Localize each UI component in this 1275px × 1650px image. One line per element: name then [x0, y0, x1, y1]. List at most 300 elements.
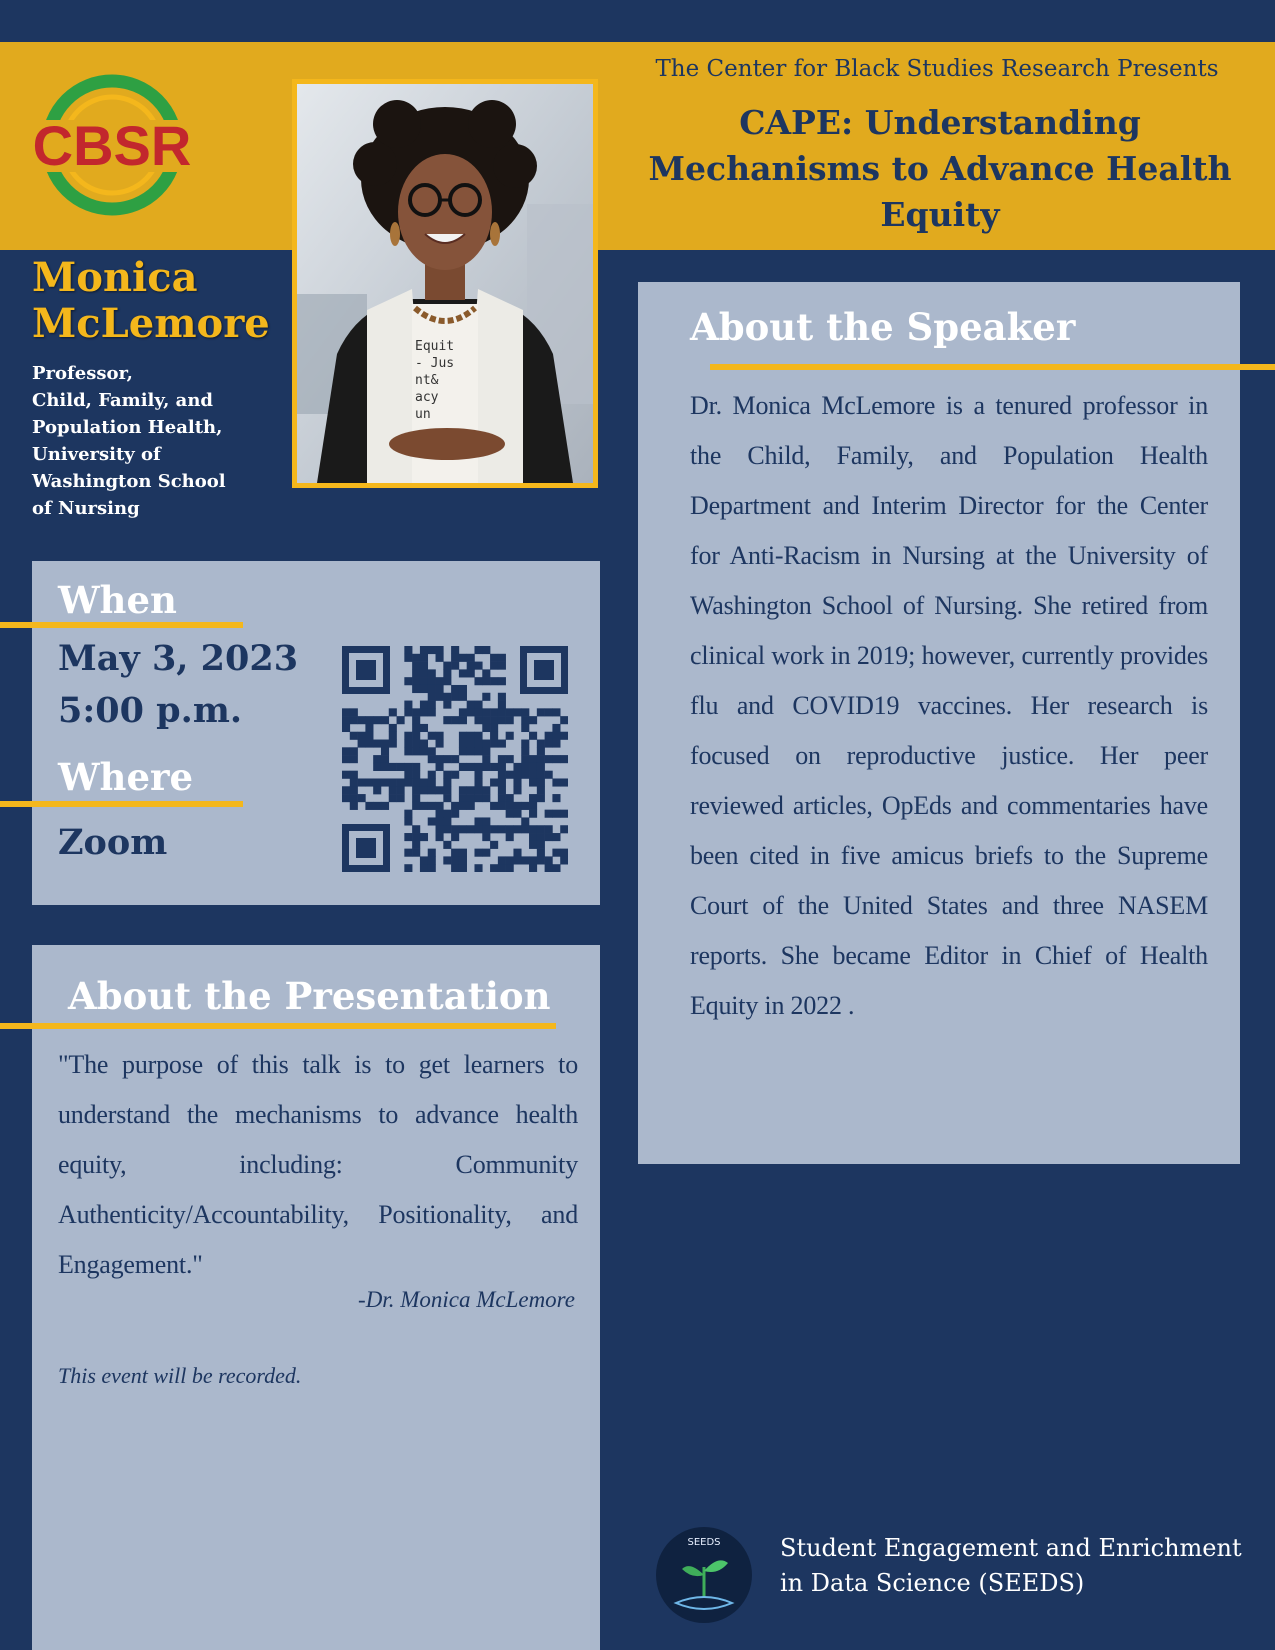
- qr-module: [451, 755, 459, 763]
- qr-module: [381, 747, 389, 755]
- qr-module: [537, 755, 545, 763]
- qr-module: [482, 849, 490, 857]
- qr-module: [404, 677, 412, 685]
- qr-module: [404, 708, 412, 716]
- qr-module: [459, 802, 467, 810]
- qr-module: [412, 849, 420, 857]
- qr-module: [412, 685, 420, 693]
- qr-module: [537, 825, 545, 833]
- qr-module: [545, 732, 553, 740]
- event-location: Zoom: [58, 822, 168, 863]
- qr-module: [474, 849, 482, 857]
- qr-module: [545, 833, 553, 841]
- qr-module: [552, 794, 560, 802]
- qr-module: [350, 786, 358, 794]
- presentation-heading: About the Presentation: [68, 974, 551, 1018]
- qr-module: [412, 724, 420, 732]
- qr-module: [436, 810, 444, 818]
- qr-module: [412, 662, 420, 670]
- cbsr-logo: [22, 70, 202, 220]
- qr-module: [513, 825, 521, 833]
- qr-module: [552, 755, 560, 763]
- qr-module: [474, 740, 482, 748]
- qr-module: [358, 740, 366, 748]
- qr-module: [428, 778, 436, 786]
- qr-module: [412, 747, 420, 755]
- qr-module: [342, 771, 350, 779]
- qr-module: [389, 724, 397, 732]
- qr-module: [436, 685, 444, 693]
- speaker-bio: Dr. Monica McLemore is a tenured professor in the Child, Family, and Population Health Department and Interim Director for the Center for Anti-Racism in Nursing at the University of Washington School of Nursing. She retired from clinical work in 2019; however, currently provides flu and COVID19 vaccines. Her research is focused on reproductive justice. Her peer reviewed articles, OpEds and commentaries have been cited in five amicus briefs to the Supreme Court of the United States and three NASEM reports. She became Editor in Chief of Health Equity in 2022 .: [690, 391, 1208, 1020]
- qr-module: [451, 716, 459, 724]
- qr-module: [451, 810, 459, 818]
- qr-module: [482, 833, 490, 841]
- qr-module: [451, 685, 459, 693]
- qr-module: [397, 763, 405, 771]
- qr-module: [474, 763, 482, 771]
- qr-module: [498, 693, 506, 701]
- qr-module: [506, 802, 514, 810]
- qr-module: [490, 802, 498, 810]
- qr-module: [420, 685, 428, 693]
- qr-module: [545, 864, 553, 872]
- qr-module: [436, 646, 444, 654]
- qr-module: [521, 763, 529, 771]
- qr-module: [451, 771, 459, 779]
- qr-module: [513, 708, 521, 716]
- qr-module: [412, 786, 420, 794]
- qr-module: [506, 708, 514, 716]
- qr-module: [443, 677, 451, 685]
- qr-module: [365, 716, 373, 724]
- qr-module: [498, 763, 506, 771]
- qr-module: [381, 802, 389, 810]
- qr-module: [404, 740, 412, 748]
- qr-module: [459, 732, 467, 740]
- qr-module: [506, 732, 514, 740]
- qr-module: [498, 662, 506, 670]
- qr-module: [404, 810, 412, 818]
- qr-module: [537, 778, 545, 786]
- qr-module: [474, 708, 482, 716]
- qr-module: [443, 771, 451, 779]
- qr-module: [420, 740, 428, 748]
- qr-module: [521, 856, 529, 864]
- qr-module: [459, 849, 467, 857]
- qr-module: [420, 646, 428, 654]
- qr-module: [498, 856, 506, 864]
- qr-module: [443, 825, 451, 833]
- qr-module: [506, 856, 514, 864]
- qr-module: [498, 778, 506, 786]
- seeds-logo: [654, 1525, 754, 1625]
- qr-module: [474, 786, 482, 794]
- qr-module: [443, 669, 451, 677]
- qr-module: [443, 662, 451, 670]
- speaker-photo: [297, 84, 593, 483]
- qr-module: [381, 740, 389, 748]
- qr-module: [412, 825, 420, 833]
- qr-code[interactable]: [342, 646, 568, 872]
- qr-module: [428, 849, 436, 857]
- qr-module: [474, 747, 482, 755]
- qr-module: [529, 825, 537, 833]
- qr-module: [443, 778, 451, 786]
- qr-module: [436, 732, 444, 740]
- qr-module: [482, 708, 490, 716]
- qr-module: [467, 825, 475, 833]
- qr-module: [482, 825, 490, 833]
- qr-module: [381, 716, 389, 724]
- qr-module: [474, 646, 482, 654]
- qr-module: [506, 864, 514, 872]
- qr-module: [428, 693, 436, 701]
- qr-module: [467, 662, 475, 670]
- qr-module: [420, 833, 428, 841]
- qr-module: [412, 716, 420, 724]
- qr-module: [529, 732, 537, 740]
- qr-module: [428, 701, 436, 709]
- qr-module: [529, 755, 537, 763]
- qr-module: [529, 778, 537, 786]
- qr-module: [545, 856, 553, 864]
- qr-module: [459, 856, 467, 864]
- qr-module: [443, 716, 451, 724]
- qr-module: [342, 786, 350, 794]
- qr-module: [482, 786, 490, 794]
- qr-module: [365, 740, 373, 748]
- qr-module: [545, 755, 553, 763]
- qr-module: [529, 771, 537, 779]
- qr-module: [428, 802, 436, 810]
- qr-module: [490, 677, 498, 685]
- qr-module: [552, 833, 560, 841]
- qr-module: [428, 786, 436, 794]
- qr-module: [529, 716, 537, 724]
- qr-module: [521, 724, 529, 732]
- qr-module: [342, 794, 350, 802]
- qr-module: [498, 771, 506, 779]
- qr-module: [420, 778, 428, 786]
- qr-module: [513, 802, 521, 810]
- qr-module: [404, 747, 412, 755]
- qr-module: [397, 786, 405, 794]
- qr-module: [482, 763, 490, 771]
- qr-module: [342, 724, 350, 732]
- qr-module: [529, 794, 537, 802]
- qr-module: [521, 817, 529, 825]
- qr-module: [404, 817, 412, 825]
- qr-module: [552, 864, 560, 872]
- qr-module: [474, 794, 482, 802]
- qr-module: [545, 825, 553, 833]
- qr-module: [490, 732, 498, 740]
- qr-module: [545, 771, 553, 779]
- qr-module: [506, 771, 514, 779]
- qr-module: [498, 701, 506, 709]
- qr-module: [389, 740, 397, 748]
- qr-module: [537, 747, 545, 755]
- presentation-quote: "The purpose of this talk is to get learners to understand the mechanisms to advance health equity, including: Community Authenticity/Accountability, Positionality, and Engagement.": [58, 1050, 578, 1279]
- qr-module: [529, 864, 537, 872]
- qr-module: [404, 732, 412, 740]
- qr-module: [428, 646, 436, 654]
- qr-module: [490, 763, 498, 771]
- qr-module: [545, 740, 553, 748]
- qr-module: [420, 802, 428, 810]
- qr-module: [552, 708, 560, 716]
- qr-module: [436, 833, 444, 841]
- qr-module: [404, 864, 412, 872]
- speaker-role: Professor, Child, Family, and Population Health, University of Washington School of Nursing: [32, 363, 226, 519]
- qr-module: [342, 708, 350, 716]
- about-speaker-underline: [710, 364, 1275, 370]
- qr-module: [443, 701, 451, 709]
- qr-module: [482, 646, 490, 654]
- qr-module: [373, 802, 381, 810]
- qr-module: [560, 778, 568, 786]
- qr-module: [420, 677, 428, 685]
- qr-module: [428, 747, 436, 755]
- qr-module: [451, 802, 459, 810]
- shirt-text: Equit - Jus nt& acy un: [415, 339, 455, 422]
- qr-module: [420, 669, 428, 677]
- qr-module: [459, 786, 467, 794]
- qr-module: [513, 849, 521, 857]
- qr-module: [537, 794, 545, 802]
- event-date: May 3, 2023: [58, 638, 299, 679]
- qr-module: [467, 763, 475, 771]
- qr-module: [420, 864, 428, 872]
- qr-module: [498, 740, 506, 748]
- qr-module: [467, 802, 475, 810]
- qr-module: [521, 740, 529, 748]
- qr-module: [498, 802, 506, 810]
- qr-module: [506, 794, 514, 802]
- qr-module: [389, 786, 397, 794]
- qr-module: [521, 747, 529, 755]
- qr-module: [358, 716, 366, 724]
- qr-module: [560, 825, 568, 833]
- qr-module: [451, 662, 459, 670]
- qr-module: [373, 716, 381, 724]
- qr-module: [420, 724, 428, 732]
- qr-module: [459, 763, 467, 771]
- qr-module: [404, 778, 412, 786]
- qr-module: [482, 724, 490, 732]
- when-label: When: [58, 578, 177, 622]
- qr-module: [506, 825, 514, 833]
- qr-module: [459, 740, 467, 748]
- qr-module: [459, 708, 467, 716]
- qr-module: [412, 794, 420, 802]
- qr-module: [482, 817, 490, 825]
- qr-module: [350, 732, 358, 740]
- qr-module: [404, 763, 412, 771]
- qr-module: [513, 763, 521, 771]
- qr-module: [373, 778, 381, 786]
- qr-module: [552, 849, 560, 857]
- seeds-org-name: Student Engagement and Enrichment in Data Science (SEEDS): [780, 1534, 1242, 1597]
- qr-module: [560, 810, 568, 818]
- qr-module: [436, 755, 444, 763]
- qr-module: [552, 740, 560, 748]
- qr-module: [428, 771, 436, 779]
- qr-module: [474, 732, 482, 740]
- speaker-name: Monica McLemore: [32, 254, 270, 347]
- qr-module: [498, 794, 506, 802]
- qr-module: [521, 716, 529, 724]
- qr-module: [412, 771, 420, 779]
- quote-attribution: -Dr. Monica McLemore: [358, 1287, 575, 1312]
- qr-module: [451, 693, 459, 701]
- qr-module: [420, 747, 428, 755]
- qr-module: [412, 740, 420, 748]
- qr-module: [482, 677, 490, 685]
- qr-module: [560, 716, 568, 724]
- qr-module: [490, 841, 498, 849]
- qr-module: [467, 794, 475, 802]
- qr-module: [389, 763, 397, 771]
- qr-module: [459, 669, 467, 677]
- qr-module: [474, 864, 482, 872]
- qr-module: [529, 833, 537, 841]
- qr-module: [459, 654, 467, 662]
- qr-module: [428, 708, 436, 716]
- qr-module: [513, 786, 521, 794]
- qr-module: [350, 802, 358, 810]
- qr-module: [537, 763, 545, 771]
- qr-module: [482, 716, 490, 724]
- qr-module: [459, 794, 467, 802]
- qr-module: [412, 802, 420, 810]
- qr-module: [521, 802, 529, 810]
- qr-module: [482, 693, 490, 701]
- qr-module: [389, 708, 397, 716]
- qr-module: [498, 864, 506, 872]
- qr-module: [397, 716, 405, 724]
- qr-module: [467, 747, 475, 755]
- qr-module: [412, 708, 420, 716]
- qr-module: [373, 786, 381, 794]
- qr-module: [498, 708, 506, 716]
- qr-module: [350, 771, 358, 779]
- qr-module: [537, 740, 545, 748]
- qr-module: [381, 755, 389, 763]
- qr-module: [350, 716, 358, 724]
- qr-module: [436, 677, 444, 685]
- qr-module: [552, 732, 560, 740]
- where-label: Where: [58, 755, 194, 799]
- qr-module: [537, 786, 545, 794]
- qr-module: [412, 763, 420, 771]
- qr-module: [490, 724, 498, 732]
- qr-module: [420, 662, 428, 670]
- qr-module: [451, 864, 459, 872]
- qr-module: [443, 693, 451, 701]
- qr-module: [373, 740, 381, 748]
- qr-module: [389, 778, 397, 786]
- qr-module: [436, 763, 444, 771]
- qr-module: [365, 802, 373, 810]
- qr-module: [342, 716, 350, 724]
- qr-module: [443, 817, 451, 825]
- qr-module: [482, 669, 490, 677]
- qr-module: [358, 794, 366, 802]
- qr-module: [412, 677, 420, 685]
- qr-module: [436, 786, 444, 794]
- qr-module: [498, 716, 506, 724]
- qr-module: [467, 740, 475, 748]
- qr-module: [428, 677, 436, 685]
- qr-module: [428, 817, 436, 825]
- qr-module: [373, 755, 381, 763]
- qr-module: [474, 662, 482, 670]
- qr-module: [474, 817, 482, 825]
- event-title: CAPE: Understanding Mechanisms to Advance Health Equity: [648, 103, 1232, 234]
- cbsr-logo-text: CBSR: [32, 114, 192, 177]
- qr-module: [506, 755, 514, 763]
- qr-module: [358, 778, 366, 786]
- qr-module: [552, 778, 560, 786]
- qr-module: [498, 786, 506, 794]
- qr-module: [459, 864, 467, 872]
- qr-module: [506, 716, 514, 724]
- qr-module: [420, 708, 428, 716]
- qr-module: [443, 841, 451, 849]
- qr-module: [513, 771, 521, 779]
- qr-module: [404, 701, 412, 709]
- qr-module: [404, 833, 412, 841]
- qr-module: [420, 856, 428, 864]
- qr-module: [537, 856, 545, 864]
- qr-module: [498, 755, 506, 763]
- qr-module: [467, 669, 475, 677]
- qr-module: [467, 654, 475, 662]
- qr-module: [529, 841, 537, 849]
- qr-module: [459, 825, 467, 833]
- about-speaker-heading: About the Speaker: [690, 305, 1076, 349]
- qr-module: [397, 778, 405, 786]
- presentation-underline: [0, 1023, 556, 1029]
- qr-module: [365, 778, 373, 786]
- qr-module: [560, 849, 568, 857]
- qr-module: [436, 693, 444, 701]
- presents-line: The Center for Black Studies Research Presents: [655, 56, 1219, 82]
- qr-module: [467, 708, 475, 716]
- qr-module: [428, 732, 436, 740]
- qr-module: [490, 740, 498, 748]
- qr-module: [545, 708, 553, 716]
- qr-module: [397, 794, 405, 802]
- qr-module: [420, 701, 428, 709]
- qr-module: [428, 669, 436, 677]
- qr-module: [436, 654, 444, 662]
- qr-module: [474, 778, 482, 786]
- qr-module: [365, 724, 373, 732]
- qr-module: [552, 724, 560, 732]
- qr-module: [529, 763, 537, 771]
- recording-note: This event will be recorded.: [58, 1363, 302, 1388]
- qr-module: [428, 856, 436, 864]
- qr-module: [436, 825, 444, 833]
- qr-module: [350, 747, 358, 755]
- qr-module: [490, 708, 498, 716]
- qr-module: [404, 849, 412, 857]
- when-underline: [0, 622, 243, 628]
- qr-module: [412, 732, 420, 740]
- qr-module: [459, 693, 467, 701]
